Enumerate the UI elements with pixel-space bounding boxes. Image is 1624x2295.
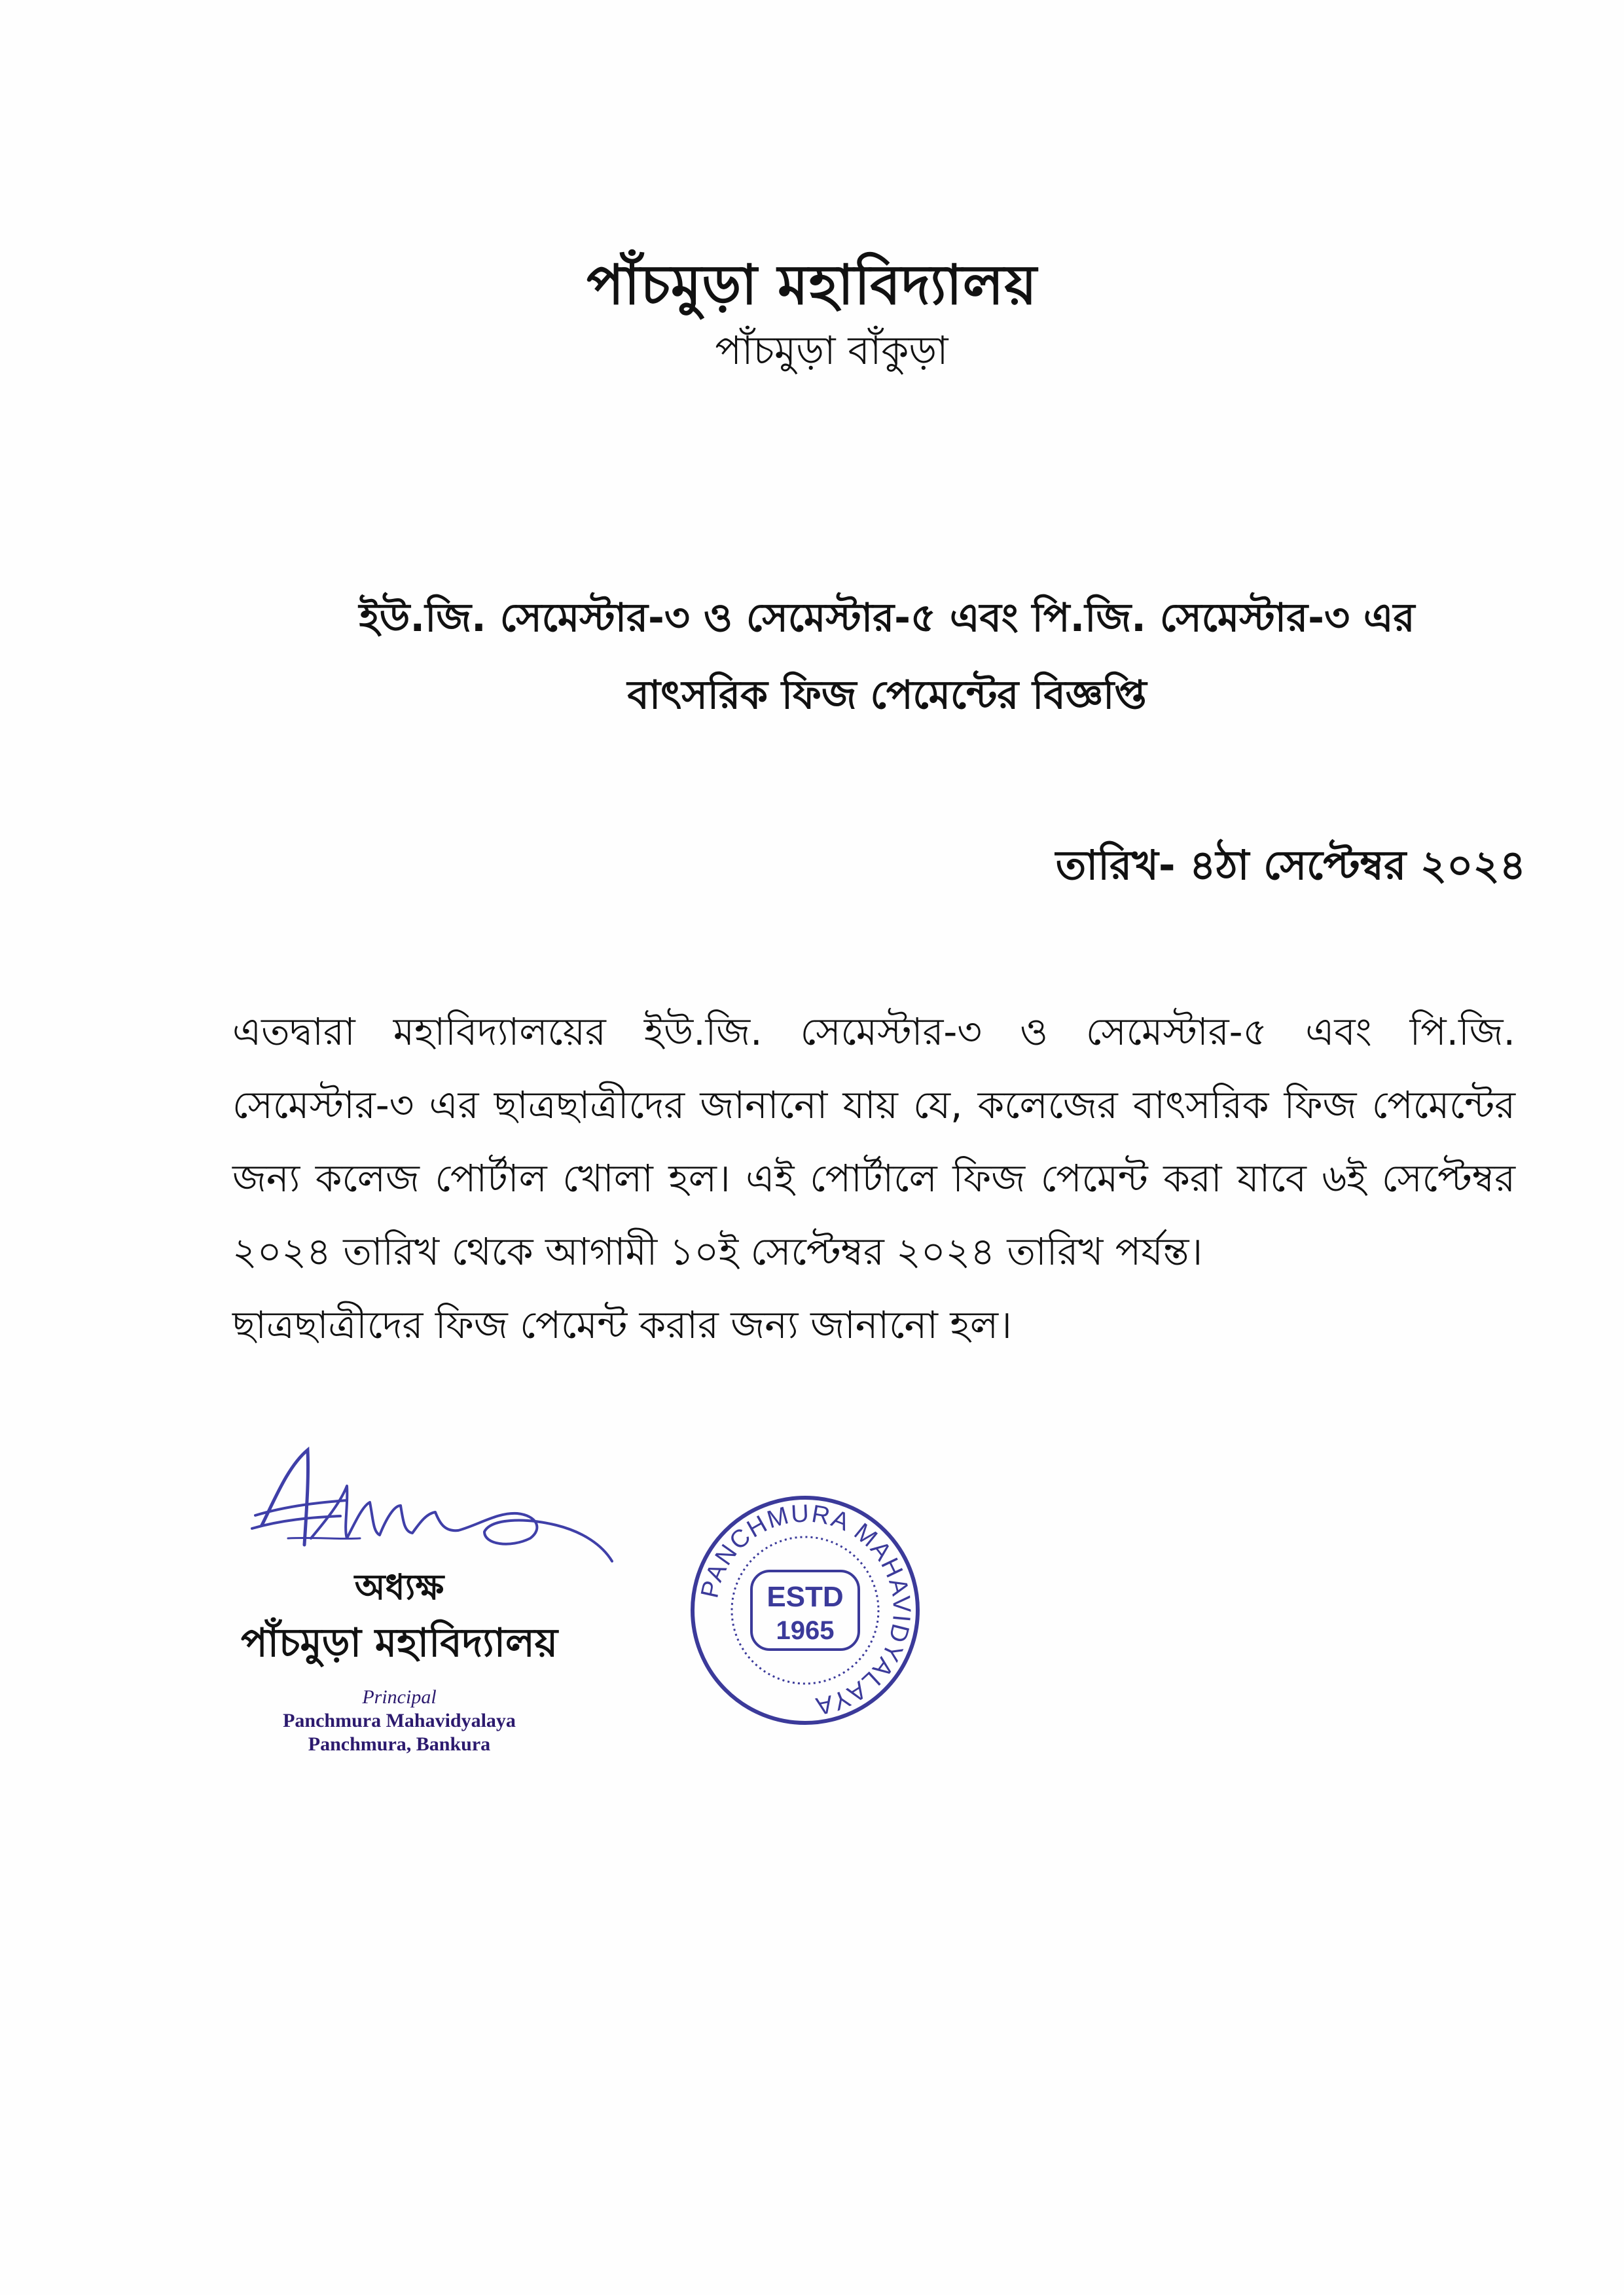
stamp-address-line: Panchmura, Bankura (308, 1733, 491, 1755)
notice-heading (249, 579, 1525, 734)
seal-ring-text: PANCHMURA MAHAVIDYALAYA (696, 1500, 916, 1720)
signature-block (216, 1561, 583, 1672)
notice-heading-line-1: ইউ.জি. সেমেস্টার-৩ ও সেমেস্টার-৫ এবং পি.জি. সেমেস্টার-৩ এর (359, 595, 1415, 641)
notice-paragraph-1: এতদ্বারা মহাবিদ্যালয়ের ইউ.জি. সেমেস্টার-৩ ও সেমেস্টার-৫ এবং পি.জি. সেমেস্টার-৩ এর ছাত্রছাত্রীদের জানানো যায় যে, কলেজের বাৎসরিক ফিজ পেমেন্টের জন্য কলেজ পোর্টাল খোলা হল। এই পোর্টালে ফিজ পেমেন্ট করা যাবে ৬ই সেপ্টেম্বর ২০২৪ তারিখ থেকে আগামী ১০ই সেপ্টেম্বর ২০২৪ তারিখ পর্যন্ত। (232, 1009, 1515, 1274)
notice-heading-line-2: বাৎসরিক ফিজ পেমেন্টের বিজ্ঞপ্তি (627, 672, 1147, 718)
seal-year: 1965 (776, 1616, 835, 1645)
college-seal (681, 1486, 929, 1735)
seal-estd-label: ESTD (767, 1581, 844, 1613)
notice-paragraph-2: ছাত্রছাত্রীদের ফিজ পেমেন্ট করার জন্য জানানো হল। (232, 1303, 1012, 1347)
notice-body (232, 995, 1515, 1362)
stamp-principal-label: Principal (362, 1686, 437, 1708)
signatory-college: পাঁচমুড়া মহাবিদ্যালয় (240, 1620, 558, 1666)
college-name: পাঁচমুড়া মহাবিদ্যালয় (586, 253, 1038, 317)
stamp-college-line: Panchmura Mahavidyalaya (283, 1710, 516, 1731)
college-place: পাঁচমুড়া বাঁকুড়া (715, 328, 948, 374)
notice-date: তারিখ- ৪ঠা সেপ্টেম্বর ২০২৪ (1055, 841, 1526, 889)
principal-stamp (223, 1686, 576, 1756)
principal-signature (249, 1440, 615, 1571)
signatory-title: অধ্যক্ষ (354, 1566, 444, 1608)
